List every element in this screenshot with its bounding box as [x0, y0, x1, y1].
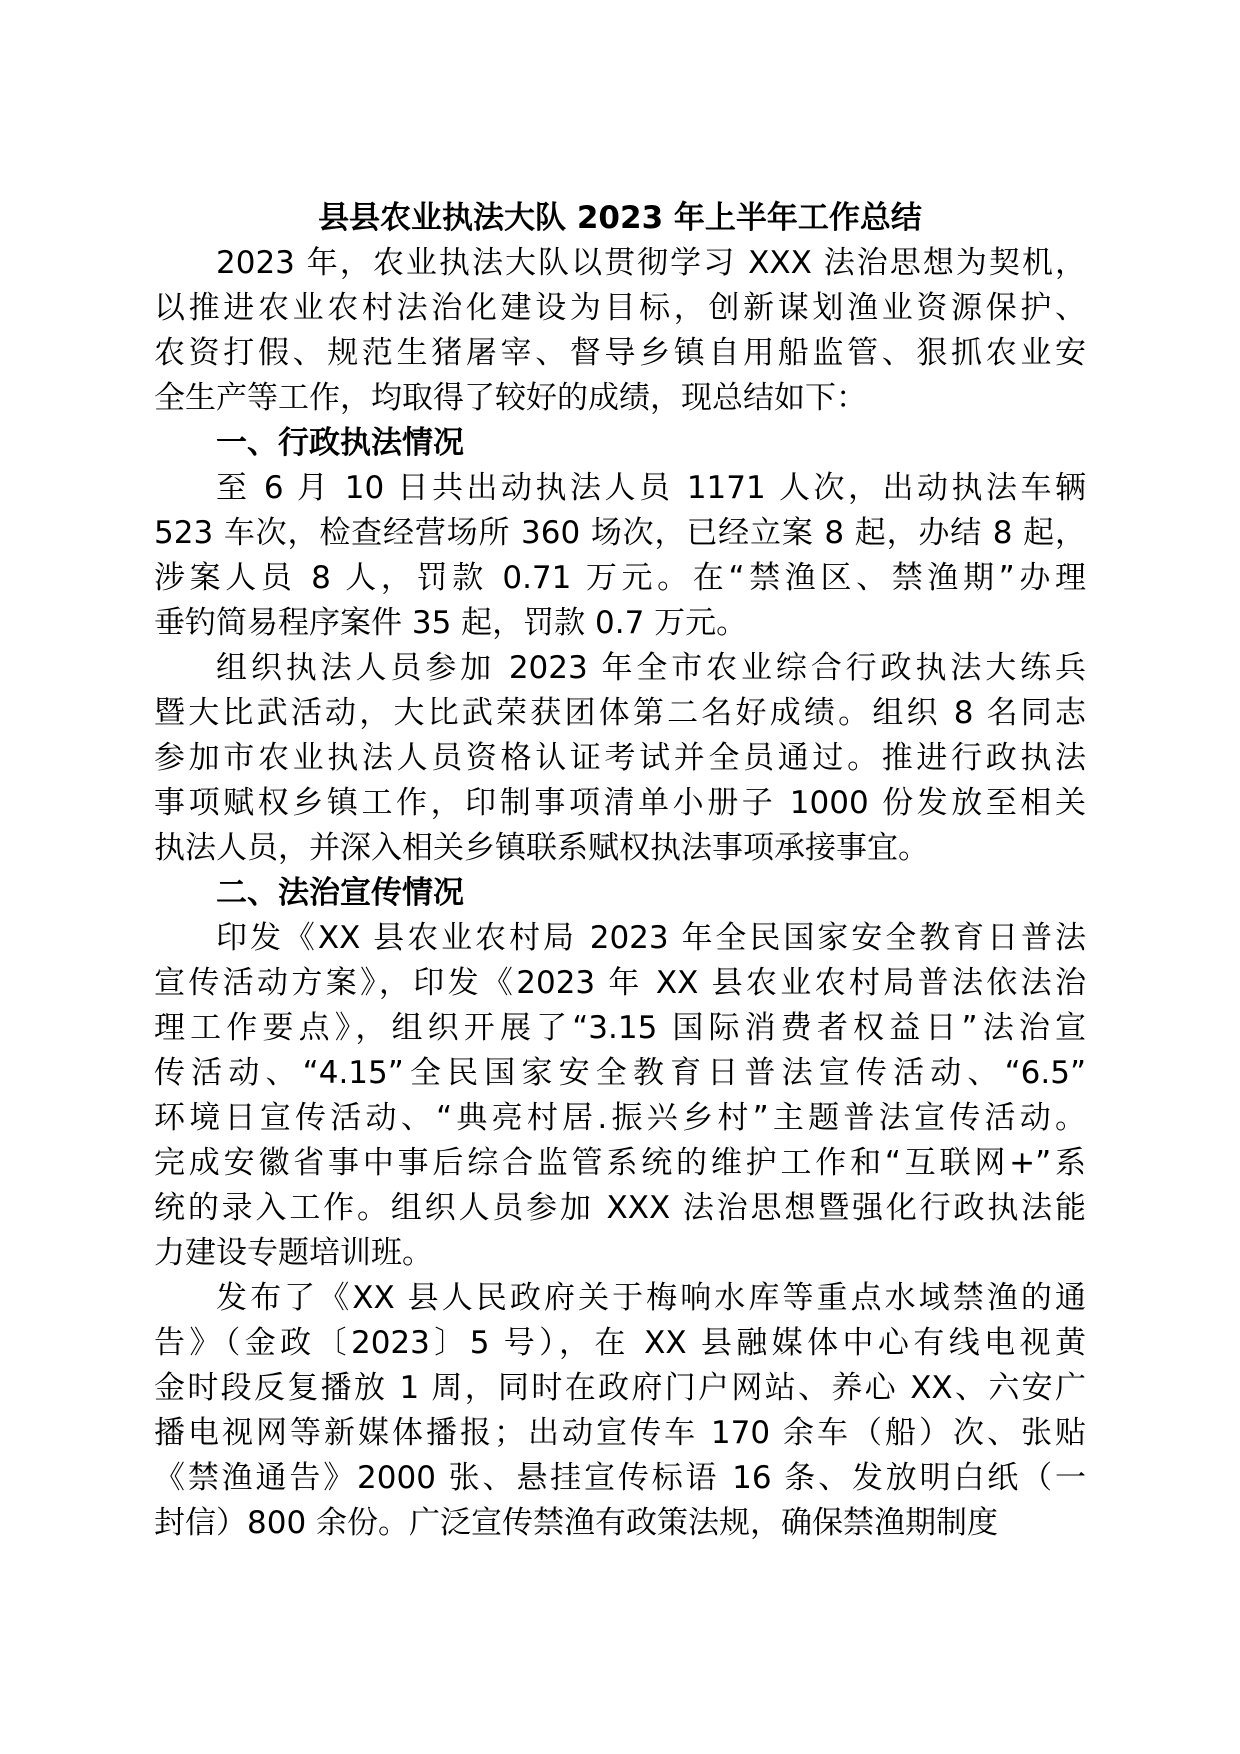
paragraph-line: 执法人员，并深入相关乡镇联系赋权执法事项承接事宜。: [154, 830, 929, 866]
paragraph-line: 事项赋权乡镇工作，印制事项清单小册子 1000 份发放至相关: [154, 785, 1086, 821]
paragraph-line: 金时段反复播放 1 周，同时在政府门户网站、养心 XX、六安广: [154, 1370, 1086, 1406]
paragraph-line: 印发《XX 县农业农村局 2023 年全民国家安全教育日普法: [216, 920, 1086, 956]
paragraph-line: 2023 年，农业执法大队以贯彻学习 XXX 法治思想为契机，: [216, 245, 1086, 281]
section1-paragraph-2: [154, 646, 1086, 871]
section2-paragraph-1: [154, 916, 1086, 1276]
paragraph-line: 523 车次，检查经营场所 360 场次，已经立案 8 起，办结 8 起，: [154, 515, 1086, 551]
paragraph-line: 力建设专题培训班。: [154, 1235, 433, 1271]
intro-paragraph: [154, 241, 1086, 421]
document-title: 县县农业执法大队 2023 年上半年工作总结: [318, 200, 922, 236]
section1-paragraph-1: [154, 466, 1086, 646]
paragraph-line: 传活动、“4.15”全民国家安全教育日普法宣传活动、“6.5”: [154, 1055, 1086, 1091]
paragraph-line: 以推进农业农村法治化建设为目标，创新谋划渔业资源保护、: [154, 290, 1086, 326]
document-page: [154, 196, 1086, 1546]
section-heading: 二、法治宣传情况: [216, 875, 464, 911]
paragraph-line: 发布了《XX 县人民政府关于梅响水库等重点水域禁渔的通: [216, 1280, 1086, 1316]
paragraph-line: 环境日宣传活动、“典亮村居.振兴乡村”主题普法宣传活动。: [154, 1100, 1086, 1136]
paragraph-line: 宣传活动方案》，印发《2023 年 XX 县农业农村局普法依法治: [154, 965, 1086, 1001]
paragraph-line: 垂钓简易程序案件 35 起，罚款 0.7 万元。: [154, 605, 748, 641]
paragraph-line: 完成安徽省事中事后综合监管系统的维护工作和“互联网+”系: [154, 1145, 1086, 1181]
paragraph-line: 《禁渔通告》2000 张、悬挂宣传标语 16 条、发放明白纸（一: [154, 1460, 1086, 1496]
paragraph-line: 全生产等工作，均取得了较好的成绩，现总结如下：: [154, 380, 867, 416]
paragraph-line: 农资打假、规范生猪屠宰、督导乡镇自用船监管、狠抓农业安: [154, 335, 1086, 371]
paragraph-line: 理工作要点》，组织开展了“3.15 国际消费者权益日”法治宣: [154, 1010, 1086, 1046]
paragraph-line: 告》（金政〔2023〕5 号），在 XX 县融媒体中心有线电视黄: [154, 1325, 1086, 1361]
paragraph-line: 统的录入工作。组织人员参加 XXX 法治思想暨强化行政执法能: [154, 1190, 1086, 1226]
paragraph-line: 暨大比武活动，大比武荣获团体第二名好成绩。组织 8 名同志: [154, 695, 1086, 731]
section-heading: 一、行政执法情况: [216, 425, 464, 461]
paragraph-line: 至 6 月 10 日共出动执法人员 1171 人次，出动执法车辆: [216, 470, 1086, 506]
paragraph-line: 封信）800 余份。广泛宣传禁渔有政策法规，确保禁渔期制度: [154, 1505, 999, 1541]
paragraph-line: 组织执法人员参加 2023 年全市农业综合行政执法大练兵: [216, 650, 1086, 686]
paragraph-line: 参加市农业执法人员资格认证考试并全员通过。推进行政执法: [154, 740, 1086, 776]
section2-paragraph-2: [154, 1276, 1086, 1546]
paragraph-line: 播电视网等新媒体播报；出动宣传车 170 余车（船）次、张贴: [154, 1415, 1086, 1451]
paragraph-line: 涉案人员 8 人，罚款 0.71 万元。在“禁渔区、禁渔期”办理: [154, 560, 1086, 596]
